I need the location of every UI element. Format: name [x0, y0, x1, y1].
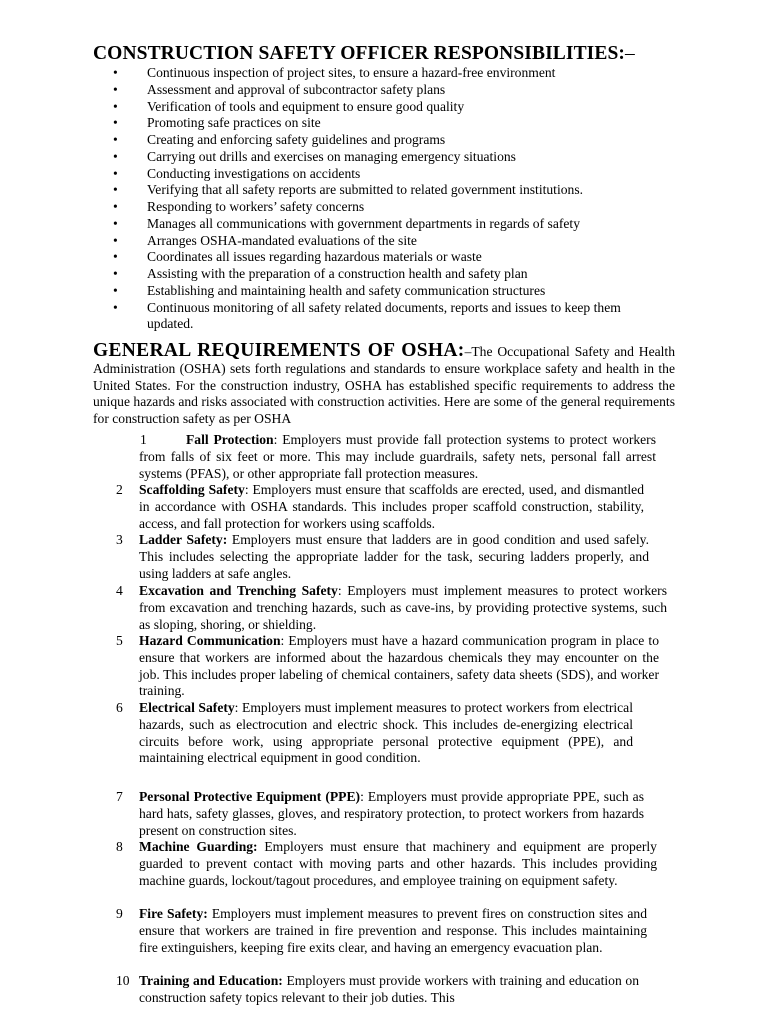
list-item: • Continuous inspection of project sites, to ensure a hazard-free environment — [113, 65, 556, 80]
osha-heading: GENERAL REQUIREMENTS OF OSHA: — [93, 340, 465, 361]
list-item: • Conducting investigations on accidents — [113, 165, 361, 181]
list-item: • Arranges OSHA-mandated evaluations of the site — [113, 232, 417, 248]
list-item: • Assessment and approval of subcontractor safety plans — [113, 81, 446, 97]
list-item: • Verifying that all safety reports are submitted to related government institutions. — [113, 182, 584, 198]
requirement-title: Ladder Safety: — [139, 532, 228, 547]
list-item: • Verification of tools and equipment to ensure good quality — [113, 98, 465, 114]
list-item: • Continuous monitoring of all safety related documents, reports and issues to keep them updated. — [113, 299, 621, 332]
requirement-title: Training and Education: — [139, 973, 283, 988]
list-item: • Creating and enforcing safety guidelines and programs — [113, 132, 446, 147]
responsibilities-list — [0, 65, 768, 333]
requirement-title: Hazard Communication — [139, 633, 281, 648]
list-item: • Manages all communications with government departments in regards of safety — [113, 215, 580, 231]
list-item: • Responding to workers’ safety concerns — [113, 199, 365, 214]
requirement-title: Machine Guarding: — [139, 839, 258, 854]
list-item: • Establishing and maintaining health and safety communication structures — [113, 282, 546, 298]
list-item: • Assisting with the preparation of a construction health and safety plan — [113, 266, 528, 281]
requirement-title: Fall Protection — [186, 432, 274, 447]
document-page: CONSTRUCTION SAFETY OFFICER RESPONSIBILITIES:– • Continuous inspection of project sites, to ensure a hazard-free environment • Assessment and approval of subcontractor safety plans • Verification of tools and equipment to ensure good quality • Promoting safe practices on site • Creating and enforcing safety guidelines and programs • Carrying out drills and exercises on managing emergency situations • Conducting investigations on accidents • Verifying that all safety reports are submitted to related government institutions. • Responding to workers’ safety concerns • Manages all communications with government departments in regards of safety • Arranges OSHA-mandated evaluations of the site • Coordinates all issues regarding hazardous materials or waste • Assisting with the preparation of a construction health and safety plan • Establishing and maintaining health and safety communication structures • Continuous monitoring of all safety related documents, reports and issues to keep them updated. GENERAL REQUIREMENTS OF OSHA:–The Occupational Safety and Health Administration (OSHA) sets forth regulations and standards to ensure workplace safety and health in the United States. For the construction industry, OSHA has established specific requirements to address the unique hazards and risks associated with construction activities. Here are some of the general requirements for construction safety as per OSHA 1 Fall Protection: Employers must provide fall protection systems to protect workers from falls of six feet or more. This may include guardrails, safety nets, personal fall arrest systems (PFAS), or other appropriate fall protection measures. 2 Scaffolding Safety: Employers must ensure that scaffolds are erected, used, and dismantled in accordance with OSHA standards. This includes proper scaffold construction, stability, access, and fall protection for workers using scaffolds. 3 Ladder Safety: Employers must ensure that ladders are in good condition and used safely. This includes selecting the appropriate ladder for the task, securing ladders properly, and using ladders at safe angles. 4 Excavation and Trenching Safety: Employers must implement measures to protect workers from excavation and trenching hazards, such as cave-ins, by providing protective systems, such as sloping, shoring, or shielding. 5 Hazard Communication: Employers must have a hazard communication program in place to ensure that workers are informed about the hazardous chemicals they may encounter on the job. This includes proper labeling of chemical containers, safety data sheets (SDS), and worker training. 6 Electrical Safety: Employers must implement measures to protect workers from electrical hazards, such as electrocution and electric shock. This includes de-energizing electrical circuits before work, using appropriate personal protective equipment (PPE), and maintaining electrical equipment in good condition. 7 Personal Protective Equipment (PPE): Employers must provide appropriate PPE, such as hard hats, safety glasses, gloves, and respiratory protection, to protect workers from hazards present on construction sites. 8 Machine Guarding: Employers must ensure that machinery and equipment are properly guarded to prevent contact with moving parts and other hazards. This includes providing machine guards, lockout/tagout procedures, and employee training on equipment safety. 9 Fire Safety: Employers must implement measures to prevent fires on construction sites and ensure that workers are trained in fire prevention and response. This includes maintaining fire extinguishers, keeping fire exits clear, and having an emergency evacuation plan. 10 Training and Education: Employers must provide workers with training and education on construction safety topics relevant to their job duties. This — [0, 0, 768, 1024]
requirement-title: Electrical Safety — [139, 700, 235, 715]
list-item: • Promoting safe practices on site — [113, 115, 321, 131]
list-item: • Carrying out drills and exercises on managing emergency situations — [113, 148, 516, 164]
requirement-title: Excavation and Trenching Safety — [139, 583, 338, 598]
requirement-title: Scaffolding Safety — [139, 482, 245, 497]
requirement-title: Personal Protective Equipment (PPE) — [139, 789, 361, 804]
responsibilities-heading: CONSTRUCTION SAFETY OFFICER RESPONSIBILITIES:– — [93, 43, 635, 64]
osha-intro-paragraph: GENERAL REQUIREMENTS OF OSHA:–The Occupational Safety and Health Administration (OSHA) sets forth regulations and standards to ensure workplace safety and health in the United States. For the construction industry, OSHA has established specific requirements to address the unique hazards and risks associated with construction activities. Here are some of the general requirements for construction safety as per OSHA — [93, 340, 676, 426]
list-item: • Coordinates all issues regarding hazardous materials or waste — [113, 249, 482, 265]
requirement-title: Fire Safety: — [139, 906, 208, 921]
